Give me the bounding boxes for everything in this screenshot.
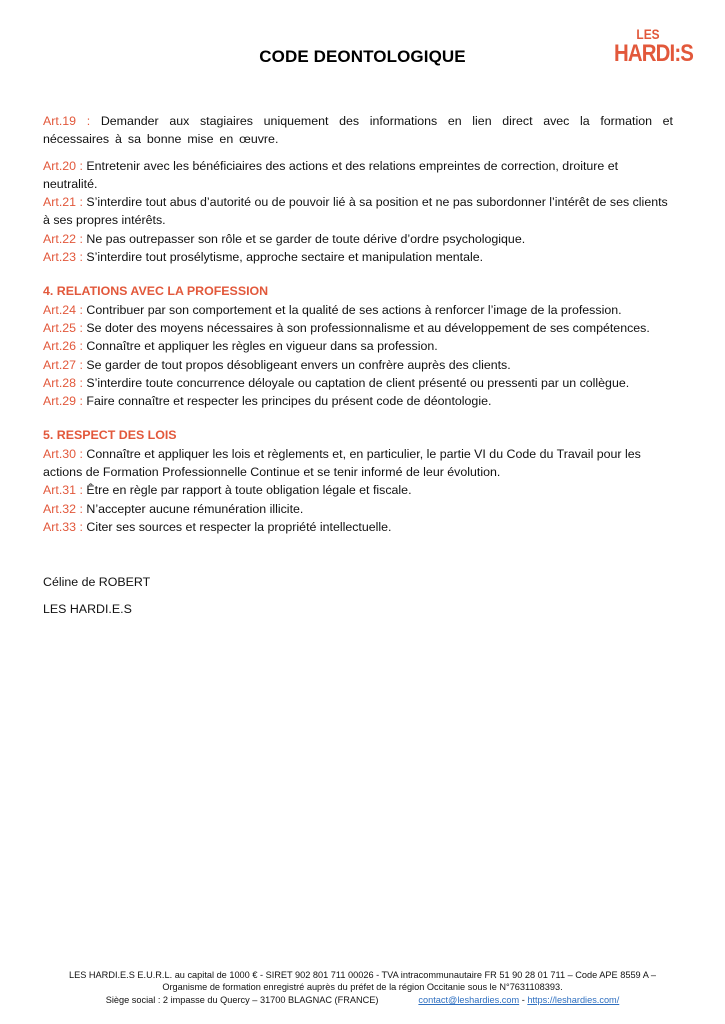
article-text: Faire connaître et respecter les principes du présent code de déontologie. xyxy=(82,394,492,409)
article-label: Art.33 : xyxy=(43,519,83,534)
article-32 xyxy=(43,500,673,518)
article-text: Contribuer par son comportement et la qualité de ses actions à renforcer l’image de la profession. xyxy=(82,302,622,317)
article-text: Citer ses sources et respecter la propriété intellectuelle. xyxy=(82,519,392,534)
company-logo xyxy=(608,26,694,67)
article-25 xyxy=(43,319,673,337)
article-31 xyxy=(43,481,673,499)
article-23 xyxy=(43,248,673,266)
email-link[interactable]: contact@leshardies.com xyxy=(418,994,520,1005)
article-text: Être en règle par rapport à toute obligation légale et fiscale. xyxy=(82,483,412,498)
article-text: Se garder de tout propos désobligeant envers un confrère auprès des clients. xyxy=(82,357,511,372)
article-text: Connaître et appliquer les lois et règlements et, en particulier, le partie VI du Code du Travail pour les actions de Formation Professionnelle Continue et se tenir informé de leur évolution. xyxy=(43,446,641,480)
article-label: Art.29 : xyxy=(43,394,83,409)
footer-separator: - xyxy=(519,994,528,1005)
article-label: Art.27 : xyxy=(43,357,83,372)
article-label: Art.23 : xyxy=(43,250,83,265)
article-24 xyxy=(43,301,673,319)
article-label: Art.20 : xyxy=(43,158,83,173)
article-22 xyxy=(43,230,673,248)
article-text: Connaître et appliquer les règles en vigueur dans sa profession. xyxy=(82,339,438,354)
article-label: Art.26 : xyxy=(43,339,83,354)
article-20 xyxy=(43,157,673,194)
article-19 xyxy=(43,112,673,149)
article-30 xyxy=(43,445,673,482)
page-title: CODE DEONTOLOGIQUE xyxy=(259,47,466,66)
footer-legal-line: LES HARDI.E.S E.U.R.L. au capital de 1000 € - SIRET 902 801 711 00026 - TVA intracommunautaire FR 51 90 28 01 711 – Code APE 8559 A – xyxy=(69,970,656,980)
page-footer xyxy=(0,969,725,1006)
footer-registration-line: Organisme de formation enregistré auprès du préfet de la région Occitanie sous le N°7631108393. xyxy=(162,982,563,993)
article-21 xyxy=(43,193,673,230)
article-label: Art.30 : xyxy=(43,446,83,461)
article-text: S’interdire tout abus d’autorité ou de pouvoir lié à sa position et ne pas subordonner l’intérêt de ses clients à ses propres intérêts. xyxy=(43,195,668,228)
article-28 xyxy=(43,374,673,392)
article-text: S’interdire tout prosélytisme, approche sectaire et manipulation mentale. xyxy=(82,250,484,265)
website-link[interactable]: https://leshardies.com/ xyxy=(527,994,620,1005)
logo-line-hardis: HARDI:S xyxy=(614,40,694,67)
article-label: Art.32 : xyxy=(43,501,83,516)
article-label: Art.22 : xyxy=(43,231,83,246)
article-label: Art.25 : xyxy=(43,320,83,335)
article-text: Se doter des moyens nécessaires à son professionnalisme et au développement de ses compétences. xyxy=(82,320,650,335)
logo-line-les: LES xyxy=(636,26,660,42)
article-text: Demander aux stagiaires uniquement des informations en lien direct avec la formation et nécessaires à sa bonne mise en œuvre. xyxy=(43,114,673,147)
article-label: Art.19 : xyxy=(43,114,91,128)
article-29 xyxy=(43,392,673,410)
document-body xyxy=(43,112,673,618)
article-26 xyxy=(43,337,673,355)
article-33 xyxy=(43,518,673,536)
article-text: Ne pas outrepasser son rôle et se garder de toute dérive d’ordre psychologique. xyxy=(82,231,526,246)
footer-address: Siège social : 2 impasse du Quercy – 31700 BLAGNAC (FRANCE) xyxy=(105,994,379,1005)
article-text: Entretenir avec les bénéficiaires des actions et des relations empreintes de correction, droiture et neutralité. xyxy=(43,158,619,191)
article-label: Art.28 : xyxy=(43,375,83,390)
article-label: Art.24 : xyxy=(43,302,83,317)
article-text: S’interdire toute concurrence déloyale ou captation de client présenté ou pressenti par un collègue. xyxy=(82,375,630,390)
article-label: Art.31 : xyxy=(43,483,83,498)
footer-address-line xyxy=(0,994,725,1006)
signature-company: LES HARDI.E.S xyxy=(43,601,132,616)
article-27 xyxy=(43,356,673,374)
signature-name: Céline de ROBERT xyxy=(43,575,151,590)
article-text: N’accepter aucune rémunération illicite. xyxy=(82,501,304,516)
section-heading-lois: 5. RESPECT DES LOIS xyxy=(43,428,177,443)
section-heading-relations: 4. RELATIONS AVEC LA PROFESSION xyxy=(43,284,269,299)
article-label: Art.21 : xyxy=(43,195,83,210)
